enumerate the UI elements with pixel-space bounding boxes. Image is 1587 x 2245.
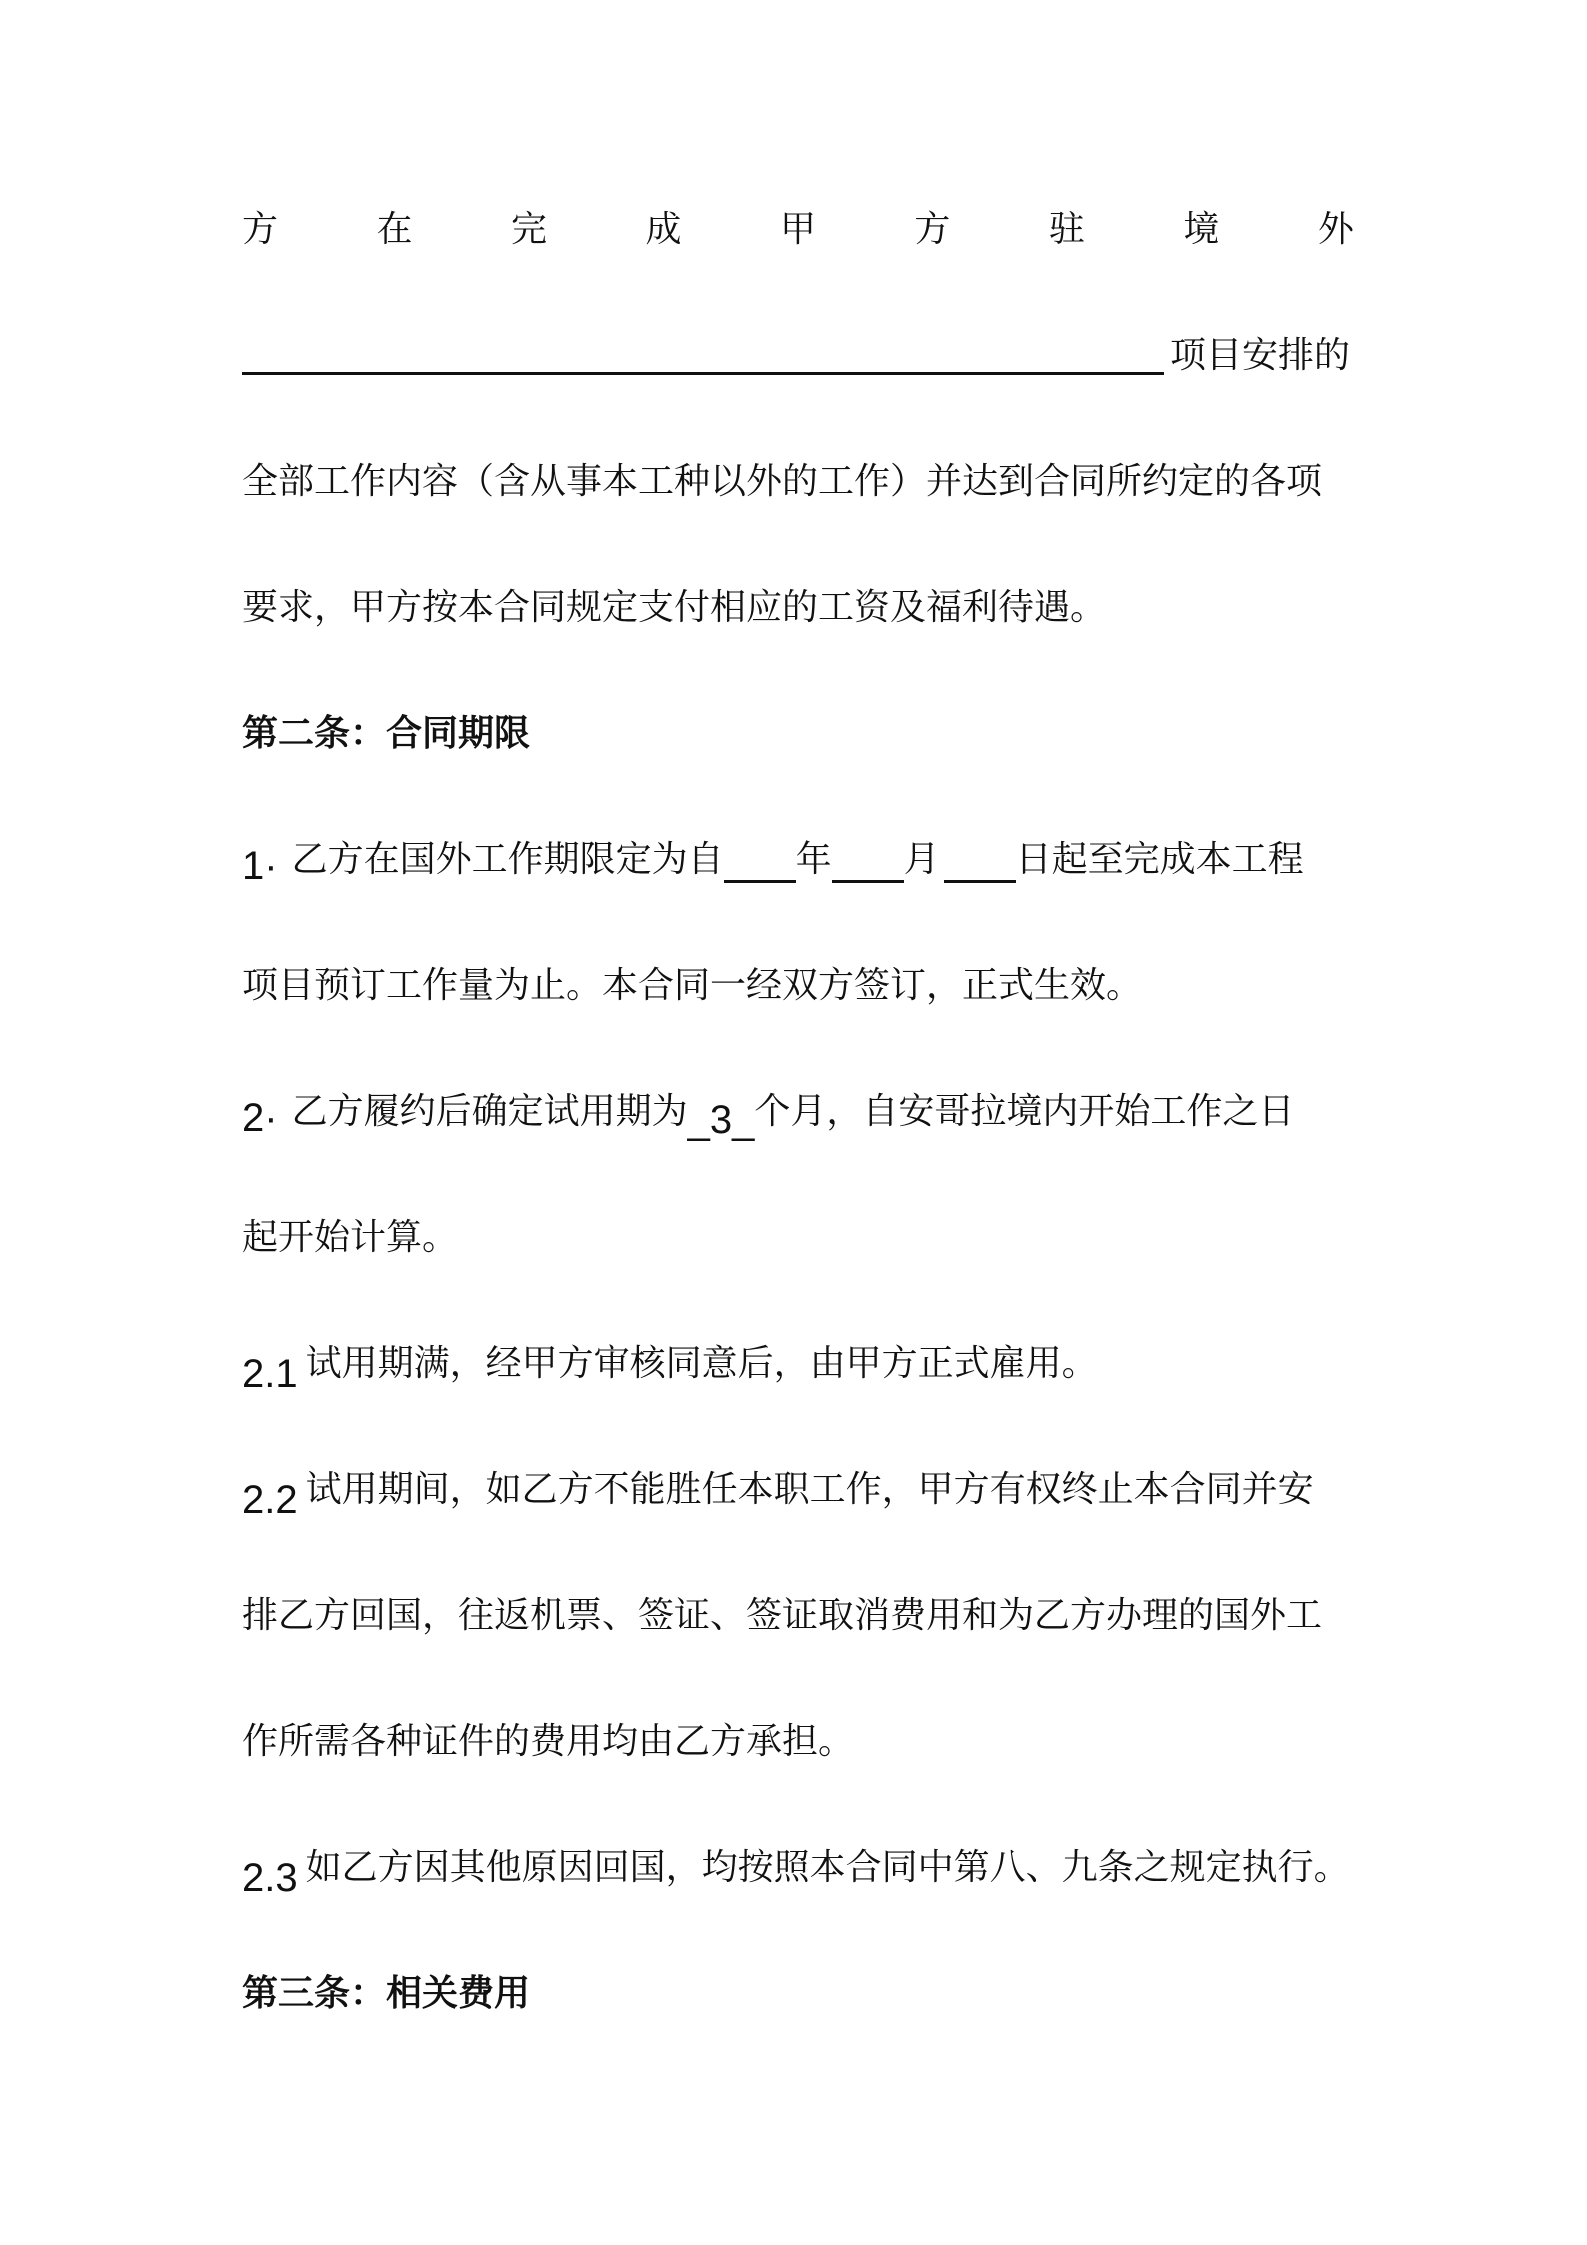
item-2-2-text: 试用期间，如乙方不能胜任本职工作，甲方有权终止本合同并安 [305,1469,1314,1510]
item-1-number: 1 [242,844,265,888]
char: 甲 [779,209,816,250]
paragraph-line-3: 全部工作内容（含从事本工种以外的工作）并达到合同所约定的各项 [242,461,1323,502]
item-2-1-number: 2.1 [242,1352,298,1396]
day-blank [944,836,1016,883]
item-2-number: 2 [242,1096,265,1140]
item-2-text-start: 乙方履约后确定试用期为 [291,1091,688,1132]
item-1 [242,836,1354,890]
char: 方 [242,209,279,250]
year-blank [724,836,796,883]
month-label: 月 [903,839,940,880]
char: 完 [510,209,547,250]
paragraph-line-1 [242,206,1354,254]
line2-tail: 项目安排的 [1170,335,1351,376]
item-2-text-end: 个月，自安哥拉境内开始工作之日 [754,1091,1295,1132]
probation-value: _3_ [687,1098,755,1142]
char: 方 [914,209,951,250]
article-3-heading: 第三条：相关费用 [242,1973,531,2014]
year-label: 年 [795,839,832,880]
item-1-dot: · [264,844,278,888]
char: 成 [645,209,682,250]
item-2-3 [242,1844,1354,1902]
char: 境 [1183,209,1220,250]
month-blank [832,836,904,883]
item-1-continuation: 项目预订工作量为止。本合同一经双方签订，正式生效。 [242,965,1143,1006]
item-2-1-text: 试用期满，经甲方审核同意后，由甲方正式雇用。 [305,1343,1098,1384]
item-1-day-tail: 日起至完成本工程 [1015,839,1304,880]
item-2-dot: · [264,1096,278,1140]
char: 驻 [1048,209,1085,250]
item-2-2-number: 2.2 [242,1478,298,1522]
paragraph-line-2 [242,332,1354,380]
char: 外 [1317,209,1354,250]
item-2-1 [242,1340,1354,1398]
article-2-heading: 第二条：合同期限 [242,713,531,754]
item-2 [242,1088,1354,1144]
item-2-3-number: 2.3 [242,1856,298,1900]
char: 在 [376,209,413,250]
item-2-2-continuation-2: 作所需各种证件的费用均由乙方承担。 [242,1721,855,1762]
item-2-2-continuation-1: 排乙方回国，往返机票、签证、签证取消费用和为乙方办理的国外工 [242,1595,1323,1636]
item-2-continuation: 起开始计算。 [242,1217,459,1258]
item-2-2 [242,1466,1354,1524]
project-name-blank [242,332,1164,375]
paragraph-line-4: 要求，甲方按本合同规定支付相应的工资及福利待遇。 [242,587,1107,628]
item-1-text-start: 乙方在国外工作期限定为自 [291,839,724,880]
item-2-3-text: 如乙方因其他原因回国，均按照本合同中第八、九条之规定执行。 [305,1847,1350,1888]
